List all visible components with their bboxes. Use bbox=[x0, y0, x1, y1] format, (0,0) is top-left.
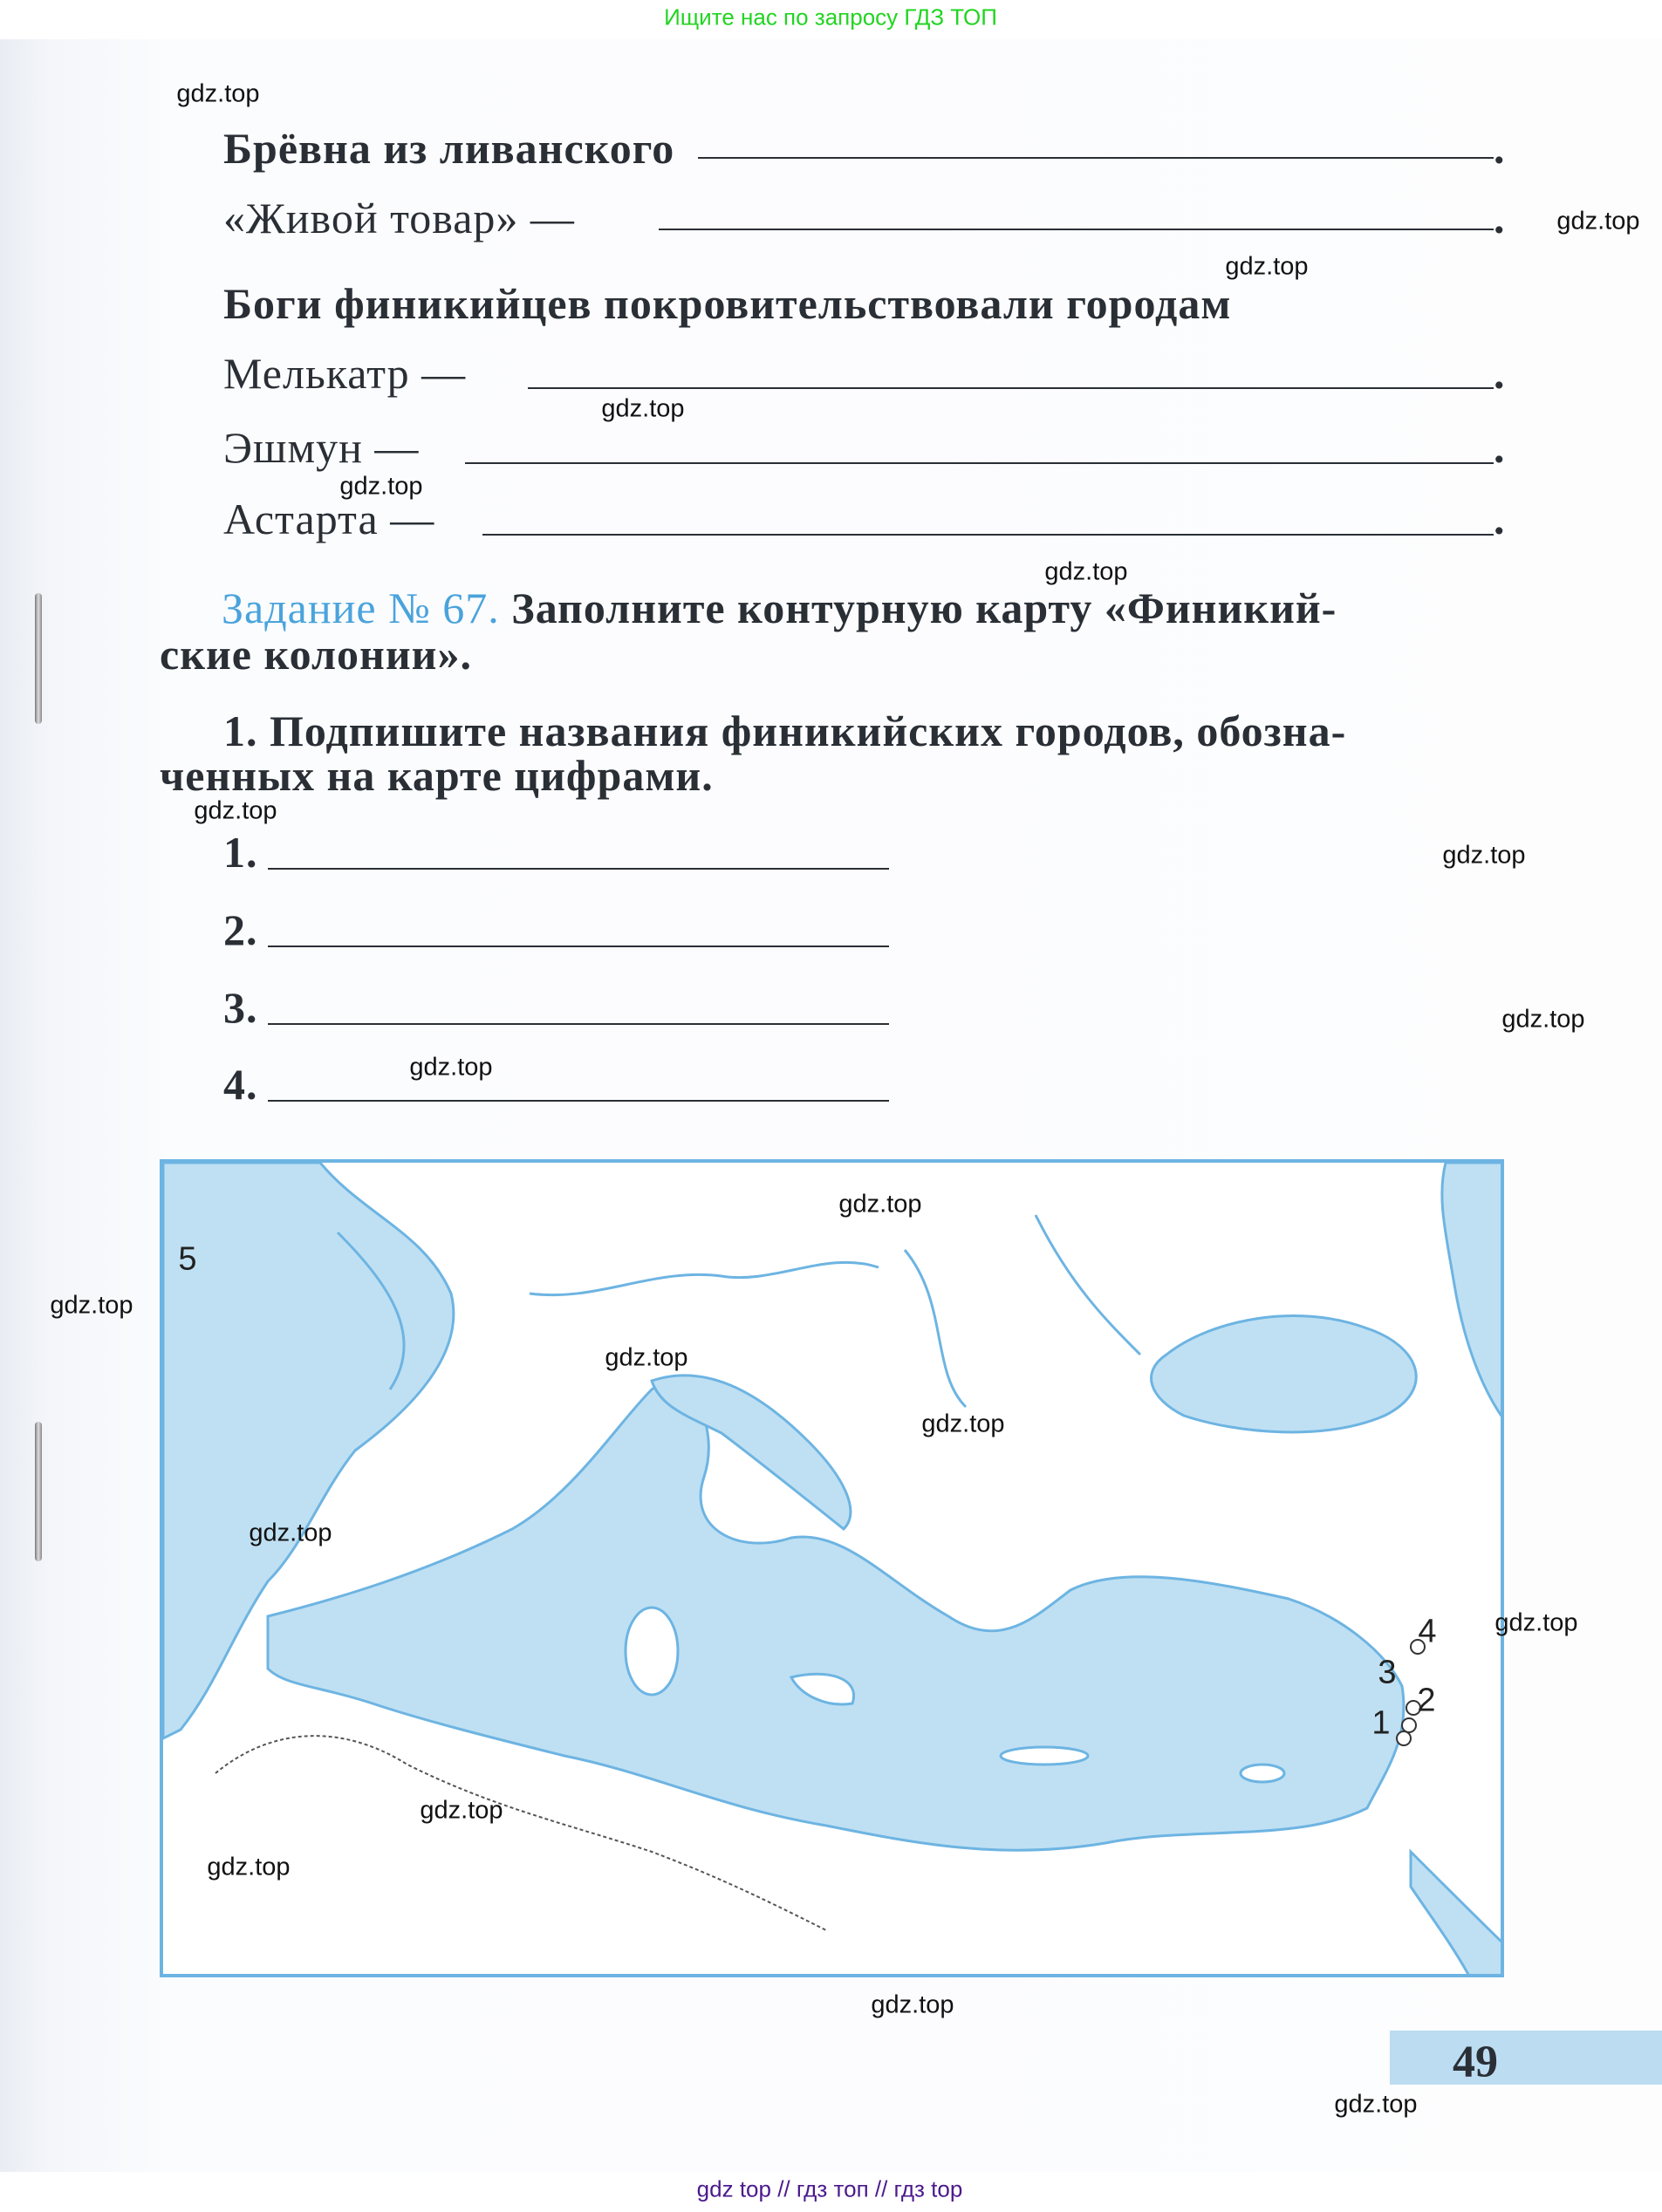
eshmun-label: Эшмун — bbox=[223, 423, 420, 472]
watermark: gdz.top bbox=[409, 1053, 493, 1082]
answer-line-melkart[interactable] bbox=[528, 387, 1494, 389]
answer-label-1: 1. bbox=[223, 828, 258, 877]
task-number: Задание № 67. bbox=[222, 584, 500, 632]
watermark: gdz.top bbox=[601, 394, 685, 423]
island-sardinia bbox=[626, 1608, 678, 1695]
answer-label-2: 2. bbox=[223, 905, 258, 954]
watermark: gdz.top bbox=[194, 796, 277, 825]
map-drawing bbox=[163, 1163, 1504, 1977]
city-marker-1 bbox=[1397, 1731, 1411, 1745]
city-marker-2 bbox=[1402, 1718, 1416, 1732]
map-label-4: 4 bbox=[1418, 1613, 1437, 1650]
top-banner[interactable]: Ищите нас по запросу ГДЗ ТОП bbox=[664, 3, 997, 31]
mediterranean-sea bbox=[268, 1383, 1404, 1850]
watermark: gdz.top bbox=[176, 79, 260, 108]
red-sea bbox=[1411, 1852, 1504, 1977]
island-crete bbox=[1001, 1747, 1088, 1765]
watermark: gdz.top bbox=[50, 1291, 133, 1320]
task-text: Заполните контурную карту «Финикий- bbox=[511, 584, 1337, 632]
watermark: gdz.top bbox=[605, 1343, 688, 1372]
answer-label-4: 4. bbox=[223, 1060, 258, 1109]
period: . bbox=[1494, 495, 1505, 543]
answer-label-3: 3. bbox=[223, 983, 258, 1032]
period: . bbox=[1494, 124, 1505, 173]
map-label-2: 2 bbox=[1417, 1682, 1436, 1719]
watermark: gdz.top bbox=[1334, 2090, 1418, 2119]
watermark: gdz.top bbox=[1494, 1608, 1578, 1637]
answer-line-1[interactable] bbox=[268, 868, 889, 870]
black-sea bbox=[1152, 1316, 1417, 1432]
answer-line-astarte[interactable] bbox=[482, 534, 1494, 536]
island-cyprus bbox=[1241, 1765, 1284, 1782]
contour-map[interactable] bbox=[160, 1159, 1504, 1977]
river bbox=[1036, 1215, 1140, 1355]
answer-line-eshmun[interactable] bbox=[465, 462, 1494, 464]
caspian-sea bbox=[1442, 1163, 1504, 1424]
river bbox=[530, 1262, 879, 1294]
astarte-label: Астарта — bbox=[223, 495, 435, 543]
watermark: gdz.top bbox=[207, 1853, 291, 1881]
watermark: gdz.top bbox=[1225, 252, 1309, 281]
answer-line-2[interactable] bbox=[268, 946, 889, 947]
watermark: gdz.top bbox=[1501, 1005, 1585, 1034]
answer-line-3[interactable] bbox=[268, 1023, 889, 1025]
watermark: gdz.top bbox=[838, 1190, 922, 1219]
answer-line-logs[interactable] bbox=[698, 157, 1494, 159]
page-number: 49 bbox=[1453, 2037, 1498, 2087]
map-label-5: 5 bbox=[178, 1240, 197, 1278]
watermark: gdz.top bbox=[420, 1796, 503, 1825]
watermark: gdz.top bbox=[871, 1990, 954, 2019]
period: . bbox=[1494, 349, 1505, 398]
gods-heading: Боги финикийцев покровительствовали городам bbox=[223, 279, 1232, 328]
melkart-label: Мелькатр — bbox=[223, 349, 467, 398]
period: . bbox=[1494, 423, 1505, 472]
binding-staple bbox=[35, 593, 42, 724]
binding-staple bbox=[35, 1422, 42, 1561]
subtask-line-2: ченных на карте цифрами. bbox=[160, 751, 714, 800]
watermark: gdz.top bbox=[1442, 841, 1526, 870]
map-label-1: 1 bbox=[1371, 1704, 1391, 1742]
subtask-line-1: 1. Подпишите названия финикийских городов, обозна- bbox=[223, 707, 1347, 755]
map-label-3: 3 bbox=[1378, 1654, 1397, 1691]
answer-line-4[interactable] bbox=[268, 1100, 889, 1102]
river bbox=[905, 1250, 966, 1407]
slaves-line-label: «Живой товар» — bbox=[223, 194, 575, 242]
logs-line-label: Брёвна из ливанского bbox=[223, 124, 675, 173]
answer-line-slaves[interactable] bbox=[659, 229, 1494, 230]
watermark: gdz.top bbox=[921, 1410, 1005, 1438]
task-line-1 bbox=[222, 583, 1337, 633]
page-number-box bbox=[1390, 2031, 1662, 2085]
watermark: gdz.top bbox=[249, 1519, 332, 1547]
watermark: gdz.top bbox=[339, 472, 423, 501]
watermark: gdz.top bbox=[1044, 557, 1128, 586]
period: . bbox=[1494, 194, 1505, 242]
watermark: gdz.top bbox=[1556, 207, 1640, 236]
bottom-banner[interactable]: gdz top // гдз топ // гдз top bbox=[696, 2175, 963, 2202]
task-line-2: ские колонии». bbox=[160, 630, 472, 679]
